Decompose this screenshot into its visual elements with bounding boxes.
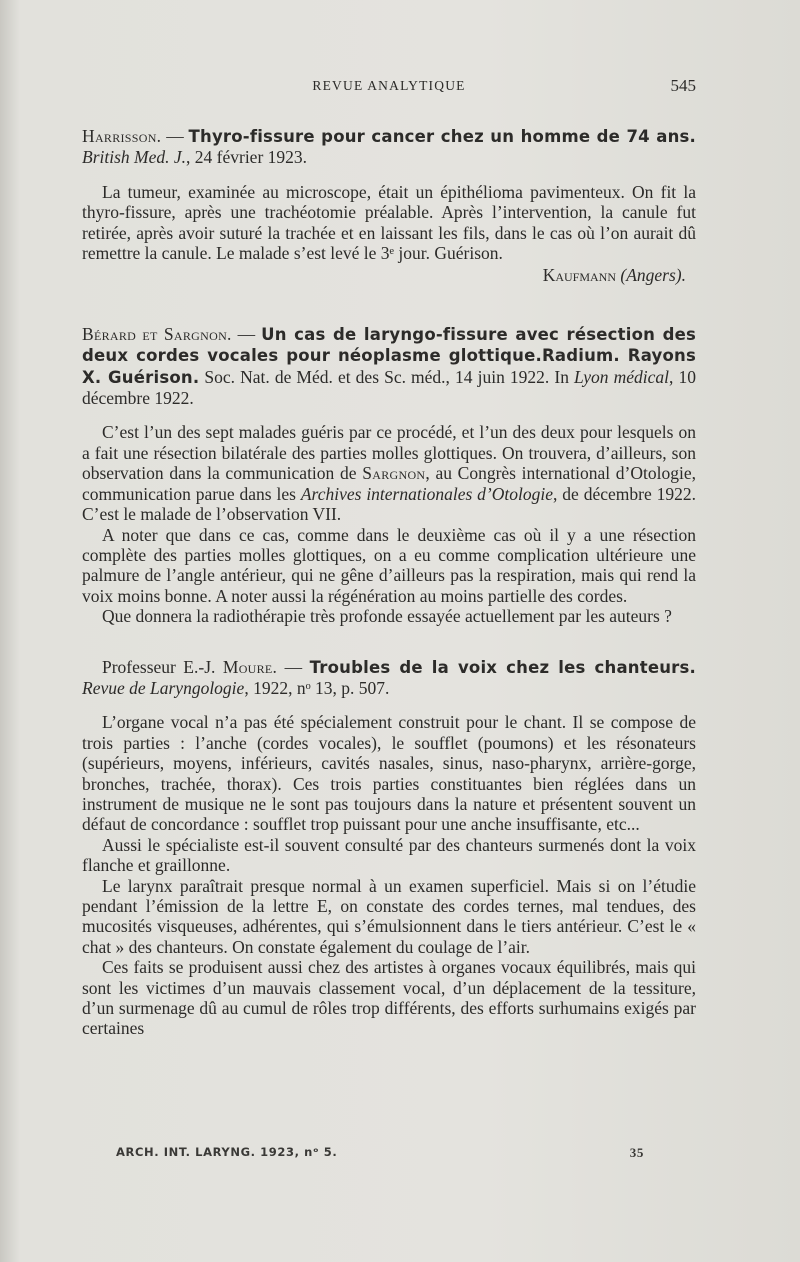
signature-name: Kaufmann bbox=[542, 265, 617, 286]
article-citation-date: , 10 décembre 1922. bbox=[82, 366, 696, 409]
article-signature bbox=[82, 265, 696, 285]
article-paragraph: La tumeur, examinée au microscope, était un épithélioma pavimenteux. On fit la thyro-fissure, après une trachéotomie préalable. Après l’intervention, la canule fut retirée, après avoir suturé la trachée et en laissant les fils, dans le cas où l’on aurait dû remettre la canule. Le malade s’est levé le 3ᵉ jour. Guérison. bbox=[82, 181, 696, 264]
article-paragraph: Ces faits se produisent aussi chez des artistes à organes vocaux équilibrés, mais qui sont les victimes d’un mauvais classement vocal, d’un déplacement de la tessiture, d’un surmenage dû au cumul de rôles trop différents, des efforts surhumains exigés par certaines bbox=[82, 957, 696, 1039]
page-content bbox=[82, 126, 696, 1039]
article-citation: , 24 février 1923. bbox=[186, 147, 308, 168]
article-author: Bérard et Sargnon. bbox=[82, 323, 232, 344]
article-title: Un cas de laryngo-fissure avec résection des deux cordes vocales pour néoplasme glottique.Radium. Rayons X. Guérison. bbox=[82, 324, 696, 387]
article-title: Thyro-fissure pour cancer chez un homme de 74 ans. bbox=[188, 127, 697, 146]
page-number: 545 bbox=[670, 76, 696, 95]
article-moure bbox=[82, 657, 696, 1039]
signature-place: (Angers). bbox=[620, 265, 686, 286]
article-paragraph: Le larynx paraîtrait presque normal à un examen superficiel. Mais si on l’étudie pendant l’émission de la lettre E, on constate des cordes ternes, mal tendues, des mucosités visqueuses, adhérentes, qui s’émulsionnent dans le tiers antérieur. C’est le « chat » des chanteurs. On constate également du coulage de l’air. bbox=[82, 875, 696, 957]
article-journal: Lyon médical bbox=[574, 366, 670, 387]
cited-author: Sargnon bbox=[362, 463, 426, 484]
article-journal: British Med. J. bbox=[82, 147, 187, 168]
article-paragraph: Que donnera la radiothérapie très profonde essayée actuellement par les auteurs ? bbox=[102, 606, 672, 627]
article-berard-sargnon bbox=[82, 324, 696, 627]
article-author: Moure. bbox=[222, 656, 278, 677]
article-citation: , 1922, nᵒ 13, p. 507. bbox=[244, 677, 390, 698]
article-paragraph: Aussi le spécialiste est-il souvent consulté par des chanteurs surmenés dont la voix flanche et graillonne. bbox=[82, 834, 696, 876]
article-paragraph: L’organe vocal n’a pas été spécialement construit pour le chant. Il se compose de trois parties : l’anche (cordes vocales), le soufflet (poumons) et les résonateurs (supérieurs, moyens, inférieurs, cavités nasales, sinus, naso-pharynx, arrière-gorge, bronches, trachée, thorax). Ces trois parties constituantes bien réglées dans un instrument de musique ne le sont pas toujours dans la nature et présentent souvent un défaut de concordance : soufflet trop puissant pour une anche insuffisante, etc... bbox=[82, 712, 696, 835]
footer-signature-number: 35 bbox=[629, 1145, 644, 1160]
article-heading: Harrisson. — Thyro-fissure pour cancer chez un homme de 74 ans. British Med. J., 24 février 1923. bbox=[82, 126, 697, 168]
article-citation: Soc. Nat. de Méd. et des Sc. méd., 14 juin 1922. In bbox=[199, 366, 575, 387]
article-title: Troubles de la voix chez les chanteurs. bbox=[309, 657, 697, 677]
running-title: REVUE ANALYTIQUE bbox=[312, 78, 466, 93]
article-author: Harrisson. bbox=[82, 126, 162, 146]
article-harrisson bbox=[82, 126, 696, 286]
footer-journal-ref: ARCH. INT. LARYNG. 1923, nᵒ 5. bbox=[116, 1145, 338, 1159]
cited-journal: Archives internationales d’Otologie bbox=[300, 483, 554, 504]
page-footer bbox=[116, 1145, 644, 1165]
author-prefix: Professeur E.-J. bbox=[102, 656, 223, 677]
article-paragraph: A noter que dans ce cas, comme dans le deuxième cas où il y a une résection complète des parties molles glottiques, on a eu comme complication ultérieure une palmure de l’angle antérieur, qui ne gêne d’ailleurs pas la respiration, mais qui rend la voix moins bonne. A noter aussi la régénération au moins partielle des cordes. bbox=[82, 524, 696, 606]
article-paragraph: C’est l’un des sept malades guéris par ce procédé, et l’un des deux pour lesquels on a fait une résection bilatérale des parties molles glottiques. On trouvera, d’ailleurs, son observation dans la communication de Sargnon, au Congrès international d’Otologie, communication parue dans les Archives internationales d’Otologie, de décembre 1922. C’est le malade de l’observation VII. bbox=[82, 422, 696, 525]
page-header bbox=[82, 78, 696, 100]
article-heading: Professeur E.-J. Moure. — Troubles de la voix chez les chanteurs. Revue de Laryngologie, 1922, nᵒ 13, p. 507. bbox=[82, 656, 697, 698]
article-journal: Revue de Laryngologie bbox=[82, 677, 245, 698]
article-heading: Bérard et Sargnon. — Un cas de laryngo-fissure avec résection des deux cordes vocales pour néoplasme glottique.Radium. Rayons X. Guérison. Soc. Nat. de Méd. et des Sc. méd., 14 juin 1922. In Lyon médical, 10 décembre 1922. bbox=[82, 323, 696, 409]
